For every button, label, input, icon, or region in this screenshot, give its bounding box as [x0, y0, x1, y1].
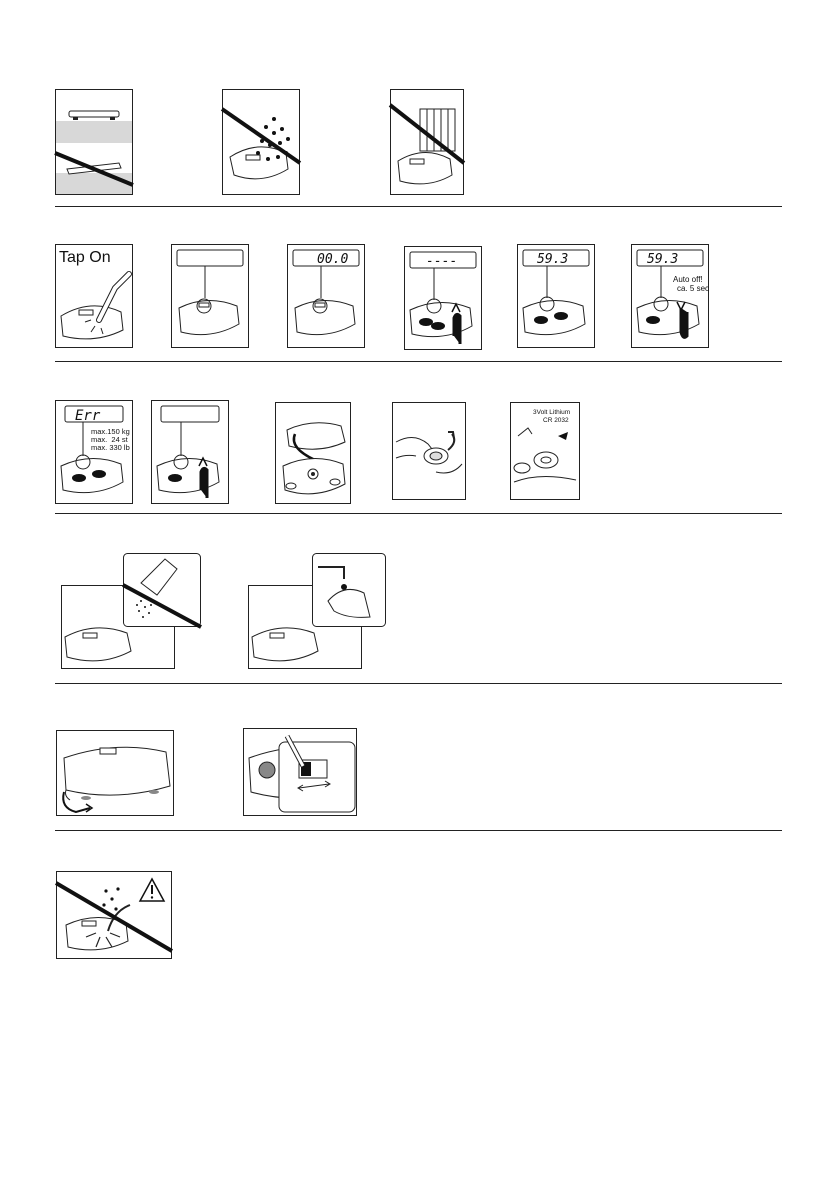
panel-open-battery-cover — [392, 402, 466, 500]
panel-damp-cloth — [248, 553, 386, 669]
panel-wet-surface-warning — [56, 871, 172, 959]
section-divider — [55, 206, 782, 207]
panel-auto-off — [631, 244, 709, 348]
panel-no-heater — [390, 89, 464, 195]
error-code-text: Err — [75, 408, 101, 424]
display-zero-text: 00.0 — [317, 252, 349, 267]
panel-no-chemical-cleaner — [61, 553, 201, 669]
panel-battery-compartment — [275, 402, 351, 504]
display-weight-auto-text: 59.3 — [647, 252, 679, 267]
panel-display-blank — [171, 244, 249, 348]
panel-battery-insert — [510, 402, 580, 500]
display-dashes-text: ---- — [426, 254, 458, 269]
max-lb-text: max. 330 lb — [91, 443, 130, 452]
panel-step-off — [151, 400, 229, 504]
section-divider — [55, 361, 782, 362]
max-st-text: max. 24 st — [91, 435, 128, 444]
panel-no-wet — [222, 89, 300, 195]
panel-tap-on — [55, 244, 133, 348]
panel-surface-placement — [55, 89, 133, 195]
panel-step-on — [404, 246, 482, 350]
panel-unit-switch — [243, 728, 357, 816]
display-weight-text: 59.3 — [537, 252, 569, 267]
battery-type-line1: 3Volt Lithium — [533, 409, 571, 416]
auto-off-line1: Auto off! — [673, 275, 703, 284]
panel-turn-over-scale — [56, 730, 174, 816]
panel-weight-reading — [517, 244, 595, 348]
max-kg-text: max.150 kg — [91, 427, 130, 436]
panel-display-zero — [287, 244, 365, 348]
tap-on-label: Tap On — [59, 249, 111, 266]
section-divider — [55, 513, 782, 514]
section-divider — [55, 830, 782, 831]
battery-type-line2: CR 2032 — [543, 417, 569, 424]
panel-overload-error — [55, 400, 133, 504]
auto-off-line2: ca. 5 sec — [677, 284, 710, 293]
section-divider — [55, 683, 782, 684]
